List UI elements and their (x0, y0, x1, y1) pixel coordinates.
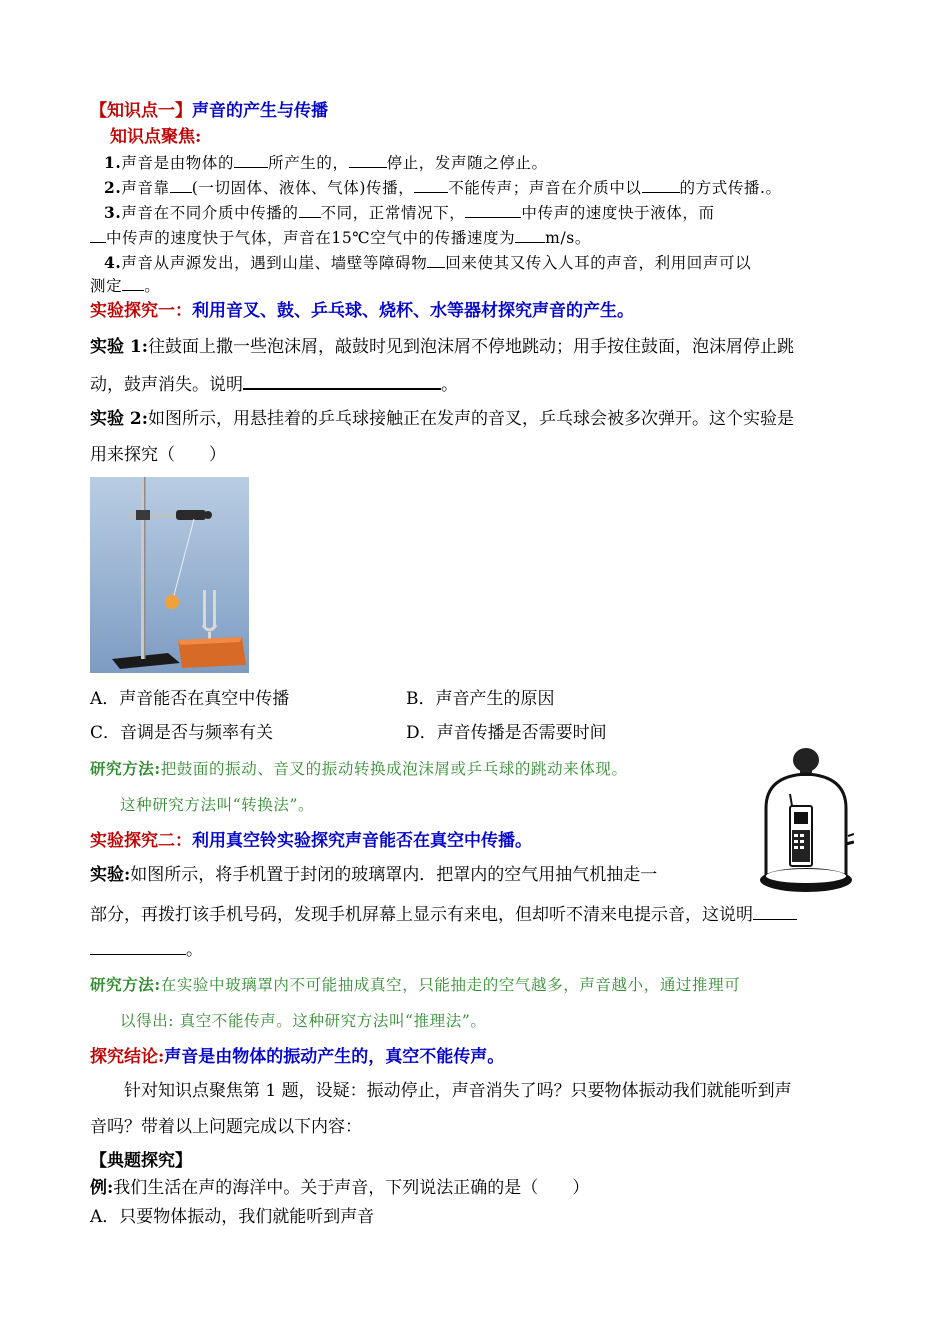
tuning-fork-photo (90, 477, 249, 673)
exp2-line2: 部分，再拨打该手机号码，发现手机屏幕上显示有来电，但却听不清来电提示音，这说明 (90, 903, 797, 926)
blank[interactable] (427, 251, 445, 268)
option-b[interactable]: B．声音产生的原因 (406, 689, 555, 709)
point-3-line1: 3.声音在不同介质中传播的 不同，正常情况下， 中传声的速度快于液体，而 (104, 203, 715, 222)
exp2-line3: 。 (90, 938, 203, 961)
question-paragraph-line2: 音吗？带着以上问题完成以下内容： (90, 1117, 362, 1137)
option-a[interactable]: A．声音能否在真空中传播 (90, 689, 290, 709)
blank[interactable] (465, 201, 521, 218)
section-title: 声音的产生与传播 (192, 101, 328, 121)
blank[interactable] (515, 226, 545, 243)
exp1-e1-line1: 实验 1:往鼓面上撒一些泡沫屑，敲鼓时见到泡沫屑不停地跳动；用手按住鼓面，泡沫屑停止跳 (90, 337, 795, 357)
section-bracket-label: 【知识点一】 (90, 101, 192, 121)
exp2-heading: 实验探究二：利用真空铃实验探究声音能否在真空中传播。 (90, 831, 532, 851)
method2-line1: 研究方法:在实验中玻璃罩内不可能抽成真空，只能抽走的空气越多，声音越小，通过推理可 (90, 975, 741, 994)
conclusion: 探究结论:声音是由物体的振动产生的，真空不能传声。 (90, 1047, 505, 1067)
example-question: 例:我们生活在声的海洋中。关于声音，下列说法正确的是（ ） (90, 1178, 590, 1198)
blank[interactable] (349, 151, 387, 168)
bell-jar-image (754, 746, 854, 898)
blank[interactable] (414, 176, 448, 193)
method1-line1: 研究方法:把鼓面的振动、音叉的振动转换成泡沫屑或乒乓球的跳动来体现。 (90, 759, 628, 778)
section-heading (90, 100, 328, 122)
exp1-e1-line2: 动，鼓声消失。说明 。 (90, 372, 458, 396)
blank[interactable] (299, 201, 321, 218)
point-4-line2: 测定 。 (90, 274, 160, 297)
question-paragraph-line1: 针对知识点聚焦第 1 题，设疑：振动停止，声音消失了吗？只要物体振动我们就能听到声 (124, 1081, 792, 1101)
answer-blank[interactable] (243, 372, 441, 390)
exp1-heading: 实验探究一：利用音叉、鼓、乒乓球、烧杯、水等器材探究声音的产生。 (90, 301, 634, 321)
method1-line2: 这种研究方法叫“转换法”。 (120, 796, 315, 814)
point-1: 1.声音是由物体的 所产生的， 停止，发声随之停止。 (104, 153, 548, 172)
option-d[interactable]: D．声音传播是否需要时间 (406, 723, 607, 743)
exp2-line1: 实验:如图所示，将手机置于封闭的玻璃罩内．把罩内的空气用抽气机抽走一 (90, 865, 658, 885)
exp1-e2-line1: 实验 2:如图所示，用悬挂着的乒乓球接触正在发声的音叉，乒乓球会被多次弹开。这个实验是 (90, 409, 795, 429)
exp1-e2-line2: 用来探究（ ） (90, 445, 226, 465)
typical-heading: 【典题探究】 (90, 1151, 192, 1171)
method2-line2: 以得出: 真空不能传声。这种研究方法叫“推理法”。 (120, 1012, 487, 1030)
blank[interactable] (90, 226, 106, 243)
blank[interactable] (122, 274, 144, 291)
blank[interactable] (642, 176, 680, 193)
answer-blank[interactable] (753, 903, 797, 920)
point-4-line1: 4.声音从声源发出，遇到山崖、墙壁等障碍物 回来使其又传入人耳的声音，利用回声可以 (104, 253, 752, 272)
answer-blank[interactable] (90, 938, 186, 955)
option-c[interactable]: C．音调是否与频率有关 (90, 723, 274, 743)
blank[interactable] (170, 176, 192, 193)
focus-heading: 知识点聚焦: (110, 127, 202, 147)
blank[interactable] (234, 151, 268, 168)
point-2: 2.声音靠 (一切固体、液体、气体)传播， 不能传声；声音在介质中以 的方式传播.。 (104, 178, 782, 197)
example-option-a[interactable]: A．只要物体振动，我们就能听到声音 (90, 1207, 375, 1227)
point-3-line2: 中传声的速度快于气体，声音在15℃空气中的传播速度为 m/s。 (90, 226, 591, 249)
tuning-fork-apparatus-image (90, 477, 249, 673)
